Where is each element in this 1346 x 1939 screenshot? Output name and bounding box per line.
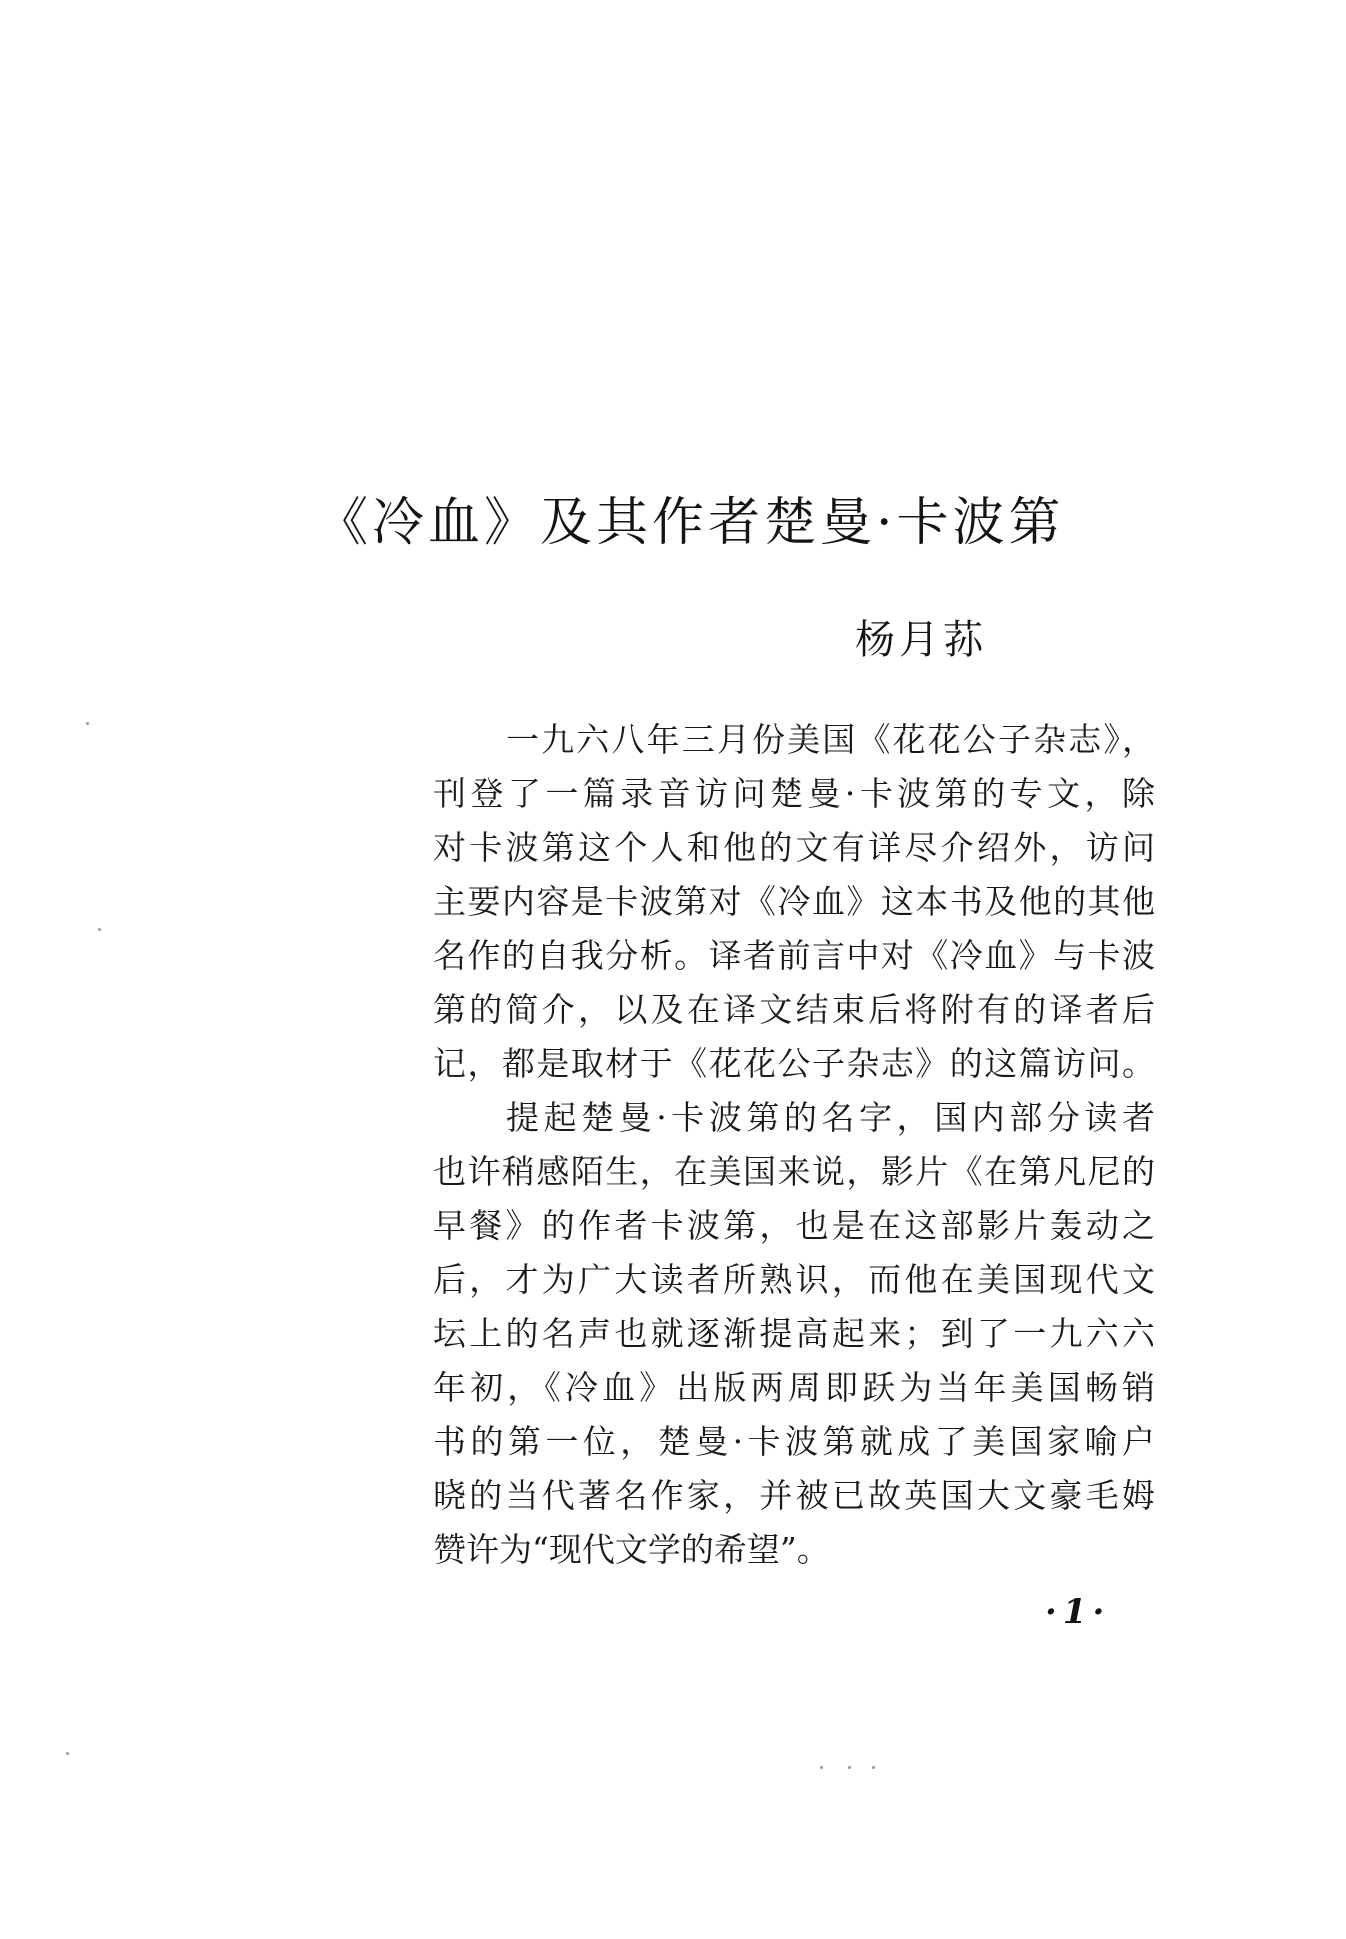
paragraph-2-line: 坛上的名声也就逐渐提高起来；到了一九六六 bbox=[433, 1314, 1155, 1353]
paragraph-1-line: 对卡波第这个人和他的文有详尽介绍外，访问 bbox=[433, 828, 1155, 867]
scan-speck bbox=[98, 928, 101, 931]
paragraph-2-line: 早餐》的作者卡波第，也是在这部影片轰动之 bbox=[433, 1206, 1155, 1245]
paragraph-2-line: 后，才为广大读者所熟识，而他在美国现代文 bbox=[433, 1260, 1155, 1299]
paragraph-1-line: 一九六八年三月份美国《花花公子杂志》， bbox=[506, 720, 1155, 759]
paragraph-1-line: 名作的自我分析。译者前言中对《冷血》与卡波 bbox=[433, 936, 1155, 975]
paragraph-2-line: 赞许为“现代文学的希望”。 bbox=[433, 1530, 830, 1569]
scan-speck bbox=[848, 1766, 851, 1769]
page-number: ·1· bbox=[1045, 1592, 1111, 1632]
paragraph-2-line: 年初，《冷血》出版两周即跃为当年美国畅销 bbox=[433, 1368, 1155, 1407]
chapter-title: 《冷血》及其作者楚曼·卡波第 bbox=[316, 493, 1065, 553]
paragraph-1-line: 记，都是取材于《花花公子杂志》的这篇访问。 bbox=[433, 1044, 1155, 1083]
author-name: 杨月荪 bbox=[855, 617, 987, 663]
scan-speck bbox=[86, 722, 89, 725]
scan-speck bbox=[872, 1766, 875, 1769]
paragraph-1-line: 刊登了一篇录音访问楚曼·卡波第的专文，除 bbox=[433, 774, 1155, 813]
scan-speck bbox=[820, 1766, 823, 1769]
paragraph-2-line: 书的第一位，楚曼·卡波第就成了美国家喻户 bbox=[433, 1422, 1155, 1461]
paragraph-2-line: 也许稍感陌生，在美国来说，影片《在第凡尼的 bbox=[433, 1152, 1155, 1191]
paragraph-2-line: 提起楚曼·卡波第的名字，国内部分读者 bbox=[506, 1098, 1155, 1137]
paragraph-1-line: 第的简介，以及在译文结束后将附有的译者后 bbox=[433, 990, 1155, 1029]
paragraph-1-line: 主要内容是卡波第对《冷血》这本书及他的其他 bbox=[433, 882, 1155, 921]
paragraph-2-line: 晓的当代著名作家，并被已故英国大文豪毛姆 bbox=[433, 1476, 1155, 1515]
scan-speck bbox=[66, 1752, 69, 1755]
